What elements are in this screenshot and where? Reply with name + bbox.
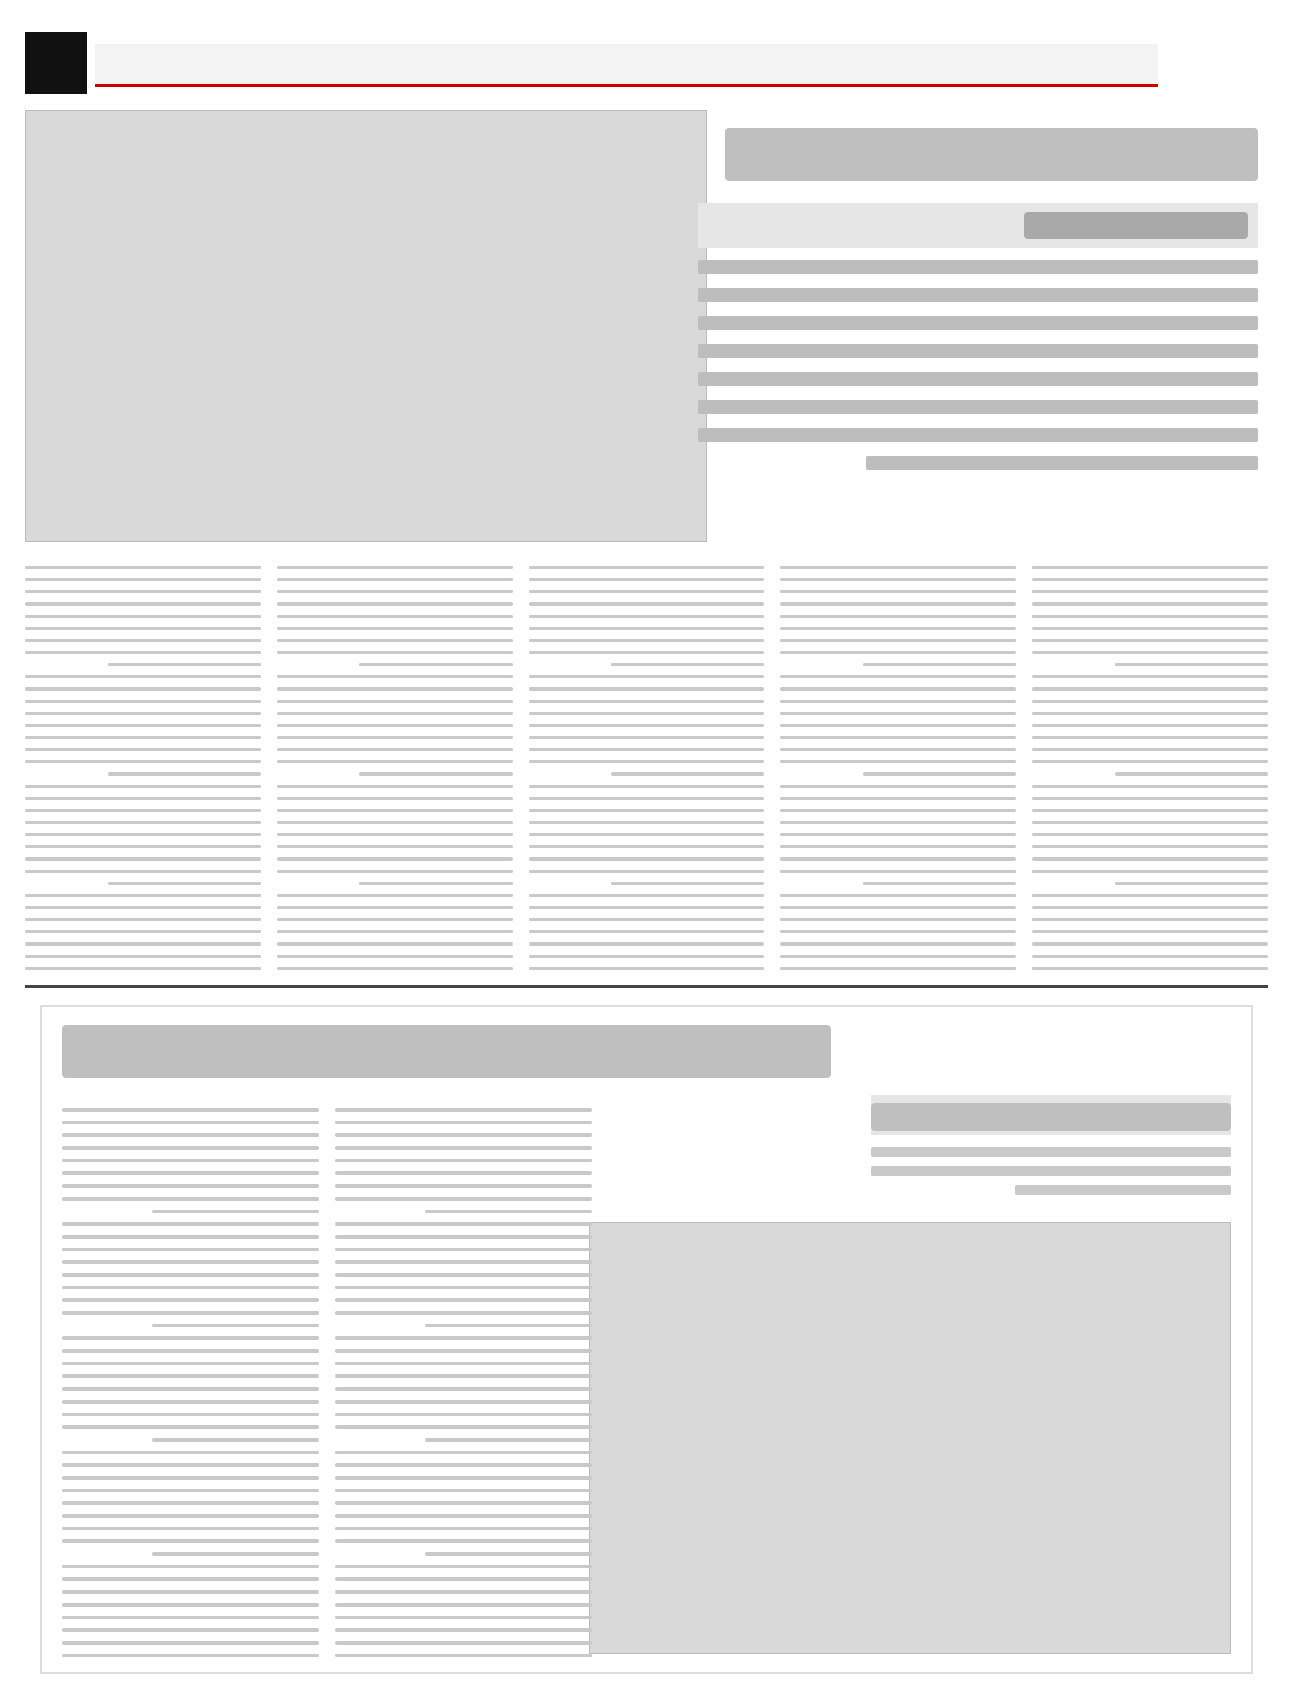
text-line-placeholder — [335, 1641, 592, 1645]
text-line-placeholder — [335, 1577, 592, 1581]
text-line-placeholder — [335, 1565, 592, 1569]
text-line-placeholder — [529, 785, 765, 788]
article-2-photo-placeholder — [589, 1222, 1231, 1654]
text-line-placeholder — [62, 1489, 319, 1493]
text-line-placeholder — [62, 1222, 319, 1226]
text-line-placeholder — [425, 1552, 592, 1556]
text-line-placeholder — [25, 821, 261, 824]
text-line-placeholder — [529, 736, 765, 739]
text-line-placeholder — [863, 882, 1016, 885]
text-line-placeholder — [277, 687, 513, 690]
text-line-placeholder — [25, 566, 261, 569]
text-line-placeholder — [780, 566, 1016, 569]
text-line-placeholder — [780, 870, 1016, 873]
text-line-placeholder — [25, 809, 261, 812]
text-line-placeholder — [611, 772, 764, 775]
text-line-placeholder — [62, 1641, 319, 1645]
text-line-placeholder — [62, 1146, 319, 1150]
article-1-body — [25, 560, 1268, 970]
text-line-placeholder — [277, 590, 513, 593]
text-line-placeholder — [62, 1413, 319, 1417]
text-line-placeholder — [62, 1349, 319, 1353]
text-line-placeholder — [62, 1476, 319, 1480]
text-line-placeholder — [62, 1298, 319, 1302]
text-line-placeholder — [277, 748, 513, 751]
article-1-column — [780, 560, 1016, 970]
text-line-placeholder — [25, 930, 261, 933]
text-line-placeholder — [25, 833, 261, 836]
text-line-placeholder — [1032, 967, 1268, 970]
text-line-placeholder — [335, 1286, 592, 1290]
text-line-placeholder — [529, 845, 765, 848]
text-line-placeholder — [335, 1133, 592, 1137]
text-line-placeholder — [62, 1387, 319, 1391]
text-line-placeholder — [529, 712, 765, 715]
text-line-placeholder — [1032, 700, 1268, 703]
text-line-placeholder — [277, 833, 513, 836]
page-number — [25, 32, 87, 94]
text-line-placeholder — [425, 1210, 592, 1214]
text-line-placeholder — [780, 651, 1016, 654]
text-line-placeholder — [1032, 675, 1268, 678]
text-line-placeholder — [335, 1501, 592, 1505]
text-line-placeholder — [780, 700, 1016, 703]
text-line-placeholder — [1032, 712, 1268, 715]
text-line-placeholder — [277, 578, 513, 581]
text-line-placeholder — [611, 882, 764, 885]
text-line-placeholder — [780, 675, 1016, 678]
article-2-headline — [62, 1017, 831, 1092]
text-line-placeholder — [335, 1108, 592, 1112]
article-2-body — [62, 1102, 592, 1657]
text-line-placeholder — [780, 590, 1016, 593]
text-line-placeholder — [335, 1374, 592, 1378]
text-line-placeholder — [277, 857, 513, 860]
text-line-placeholder — [780, 785, 1016, 788]
text-line-placeholder — [152, 1552, 319, 1556]
text-line-placeholder — [25, 906, 261, 909]
article-1-headline — [725, 120, 1258, 195]
text-line-placeholder — [62, 1539, 319, 1543]
text-line-placeholder — [25, 675, 261, 678]
article-1-column — [529, 560, 765, 970]
text-line-placeholder — [277, 797, 513, 800]
article-2-column — [62, 1102, 319, 1657]
text-line-placeholder — [277, 942, 513, 945]
text-line-placeholder — [1032, 785, 1268, 788]
text-line-placeholder — [1032, 748, 1268, 751]
text-line-placeholder — [335, 1628, 592, 1632]
text-line-placeholder — [335, 1387, 592, 1391]
text-line-placeholder — [1032, 955, 1268, 958]
text-line-placeholder — [863, 663, 1016, 666]
text-line-placeholder — [25, 955, 261, 958]
text-line-placeholder — [62, 1286, 319, 1290]
text-line-placeholder — [611, 663, 764, 666]
text-line-placeholder — [25, 967, 261, 970]
text-line-placeholder — [1115, 772, 1268, 775]
article-2-headline-text — [62, 1025, 831, 1078]
text-line-placeholder — [25, 724, 261, 727]
text-line-placeholder — [335, 1273, 592, 1277]
text-line-placeholder — [1032, 736, 1268, 739]
section-divider — [25, 985, 1268, 988]
text-line-placeholder — [529, 578, 765, 581]
text-line-placeholder — [780, 857, 1016, 860]
text-line-placeholder — [529, 967, 765, 970]
text-line-placeholder — [25, 627, 261, 630]
text-line-placeholder — [1032, 797, 1268, 800]
text-line-placeholder — [62, 1273, 319, 1277]
text-line-placeholder — [335, 1616, 592, 1620]
text-line-placeholder — [780, 627, 1016, 630]
text-line-placeholder — [529, 627, 765, 630]
newspaper-logo — [595, 34, 765, 92]
text-line-placeholder — [529, 615, 765, 618]
text-line-placeholder — [62, 1248, 319, 1252]
text-line-placeholder — [335, 1336, 592, 1340]
text-line-placeholder — [780, 942, 1016, 945]
text-line-placeholder — [1032, 857, 1268, 860]
article-1-photo-placeholder — [25, 110, 707, 542]
text-line-placeholder — [335, 1362, 592, 1366]
text-line-placeholder — [529, 687, 765, 690]
text-line-placeholder — [335, 1184, 592, 1188]
text-line-placeholder — [25, 918, 261, 921]
text-line-placeholder — [1032, 578, 1268, 581]
text-line-placeholder — [62, 1590, 319, 1594]
text-line-placeholder — [62, 1400, 319, 1404]
text-line-placeholder — [780, 760, 1016, 763]
article-1 — [25, 110, 1268, 975]
text-line-placeholder — [780, 809, 1016, 812]
text-line-placeholder — [780, 748, 1016, 751]
text-line-placeholder — [277, 639, 513, 642]
text-line-placeholder — [1032, 906, 1268, 909]
text-line-placeholder — [25, 687, 261, 690]
article-1-headline-text — [725, 128, 1258, 181]
text-line-placeholder — [335, 1159, 592, 1163]
text-line-placeholder — [529, 748, 765, 751]
article-1-byline — [698, 203, 1258, 248]
text-line-placeholder — [335, 1349, 592, 1353]
text-line-placeholder — [62, 1628, 319, 1632]
text-line-placeholder — [359, 663, 512, 666]
text-line-placeholder — [25, 748, 261, 751]
text-line-placeholder — [529, 955, 765, 958]
text-line-placeholder — [62, 1463, 319, 1467]
text-line-placeholder — [152, 1324, 319, 1328]
text-line-placeholder — [335, 1476, 592, 1480]
text-line-placeholder — [529, 651, 765, 654]
text-line-placeholder — [277, 700, 513, 703]
text-line-placeholder — [529, 760, 765, 763]
text-line-placeholder — [62, 1197, 319, 1201]
text-line-placeholder — [529, 797, 765, 800]
text-line-placeholder — [62, 1159, 319, 1163]
text-line-placeholder — [780, 894, 1016, 897]
text-line-placeholder — [277, 894, 513, 897]
text-line-placeholder — [529, 906, 765, 909]
article-2-byline — [871, 1095, 1231, 1135]
text-line-placeholder — [335, 1451, 592, 1455]
text-line-placeholder — [62, 1184, 319, 1188]
text-line-placeholder — [277, 821, 513, 824]
article-1-column — [1032, 560, 1268, 970]
text-line-placeholder — [277, 566, 513, 569]
text-line-placeholder — [62, 1133, 319, 1137]
text-line-placeholder — [335, 1260, 592, 1264]
text-line-placeholder — [62, 1501, 319, 1505]
text-line-placeholder — [1032, 930, 1268, 933]
text-line-placeholder — [529, 809, 765, 812]
text-line-placeholder — [529, 602, 765, 605]
text-line-placeholder — [1032, 894, 1268, 897]
text-line-placeholder — [863, 772, 1016, 775]
text-line-placeholder — [529, 639, 765, 642]
text-line-placeholder — [25, 736, 261, 739]
text-line-placeholder — [62, 1108, 319, 1112]
text-line-placeholder — [335, 1222, 592, 1226]
text-line-placeholder — [529, 700, 765, 703]
text-line-placeholder — [780, 821, 1016, 824]
text-line-placeholder — [335, 1590, 592, 1594]
text-line-placeholder — [529, 870, 765, 873]
article-1-column — [25, 560, 261, 970]
text-line-placeholder — [780, 578, 1016, 581]
text-line-placeholder — [62, 1654, 319, 1658]
text-line-placeholder — [62, 1527, 319, 1531]
text-line-placeholder — [62, 1577, 319, 1581]
text-line-placeholder — [1032, 627, 1268, 630]
text-line-placeholder — [529, 833, 765, 836]
section-label — [1168, 42, 1268, 86]
text-line-placeholder — [1032, 809, 1268, 812]
text-line-placeholder — [62, 1235, 319, 1239]
text-line-placeholder — [25, 894, 261, 897]
text-line-placeholder — [780, 639, 1016, 642]
text-line-placeholder — [780, 906, 1016, 909]
text-line-placeholder — [335, 1121, 592, 1125]
text-line-placeholder — [425, 1324, 592, 1328]
text-line-placeholder — [1032, 566, 1268, 569]
text-line-placeholder — [62, 1260, 319, 1264]
text-line-placeholder — [335, 1463, 592, 1467]
text-line-placeholder — [25, 651, 261, 654]
text-line-placeholder — [25, 857, 261, 860]
text-line-placeholder — [152, 1210, 319, 1214]
article-2-intro — [871, 1147, 1231, 1212]
text-line-placeholder — [277, 724, 513, 727]
text-line-placeholder — [277, 955, 513, 958]
article-1-lead — [698, 260, 1258, 545]
text-line-placeholder — [529, 821, 765, 824]
text-line-placeholder — [335, 1539, 592, 1543]
text-line-placeholder — [1115, 663, 1268, 666]
article-2-column — [335, 1102, 592, 1657]
text-line-placeholder — [62, 1451, 319, 1455]
text-line-placeholder — [335, 1146, 592, 1150]
text-line-placeholder — [780, 687, 1016, 690]
text-line-placeholder — [108, 663, 261, 666]
text-line-placeholder — [277, 785, 513, 788]
text-line-placeholder — [780, 918, 1016, 921]
text-line-placeholder — [780, 833, 1016, 836]
text-line-placeholder — [1032, 870, 1268, 873]
text-line-placeholder — [529, 894, 765, 897]
text-line-placeholder — [1032, 651, 1268, 654]
text-line-placeholder — [335, 1171, 592, 1175]
text-line-placeholder — [277, 712, 513, 715]
text-line-placeholder — [108, 882, 261, 885]
text-line-placeholder — [1032, 942, 1268, 945]
text-line-placeholder — [1032, 845, 1268, 848]
masthead — [25, 32, 1268, 94]
text-line-placeholder — [277, 602, 513, 605]
text-line-placeholder — [1032, 821, 1268, 824]
text-line-placeholder — [108, 772, 261, 775]
text-line-placeholder — [25, 785, 261, 788]
text-line-placeholder — [780, 724, 1016, 727]
text-line-placeholder — [529, 930, 765, 933]
text-line-placeholder — [335, 1654, 592, 1658]
text-line-placeholder — [529, 942, 765, 945]
text-line-placeholder — [359, 882, 512, 885]
text-line-placeholder — [780, 615, 1016, 618]
text-line-placeholder — [529, 857, 765, 860]
text-line-placeholder — [529, 724, 765, 727]
text-line-placeholder — [62, 1425, 319, 1429]
text-line-placeholder — [277, 845, 513, 848]
text-line-placeholder — [335, 1603, 592, 1607]
text-line-placeholder — [780, 712, 1016, 715]
text-line-placeholder — [780, 967, 1016, 970]
text-line-placeholder — [1032, 833, 1268, 836]
text-line-placeholder — [335, 1298, 592, 1302]
text-line-placeholder — [1032, 687, 1268, 690]
text-line-placeholder — [1032, 918, 1268, 921]
text-line-placeholder — [277, 918, 513, 921]
text-line-placeholder — [25, 797, 261, 800]
text-line-placeholder — [277, 675, 513, 678]
text-line-placeholder — [335, 1489, 592, 1493]
text-line-placeholder — [62, 1336, 319, 1340]
text-line-placeholder — [425, 1438, 592, 1442]
text-line-placeholder — [25, 712, 261, 715]
text-line-placeholder — [277, 809, 513, 812]
text-line-placeholder — [780, 736, 1016, 739]
text-line-placeholder — [780, 955, 1016, 958]
text-line-placeholder — [62, 1616, 319, 1620]
text-line-placeholder — [1032, 760, 1268, 763]
text-line-placeholder — [529, 918, 765, 921]
text-line-placeholder — [277, 736, 513, 739]
text-line-placeholder — [1032, 724, 1268, 727]
text-line-placeholder — [1115, 882, 1268, 885]
text-line-placeholder — [62, 1362, 319, 1366]
text-line-placeholder — [25, 602, 261, 605]
text-line-placeholder — [780, 602, 1016, 605]
text-line-placeholder — [62, 1311, 319, 1315]
text-line-placeholder — [780, 930, 1016, 933]
text-line-placeholder — [25, 639, 261, 642]
text-line-placeholder — [335, 1425, 592, 1429]
text-line-placeholder — [1032, 602, 1268, 605]
text-line-placeholder — [62, 1514, 319, 1518]
text-line-placeholder — [335, 1248, 592, 1252]
text-line-placeholder — [1032, 615, 1268, 618]
text-line-placeholder — [277, 615, 513, 618]
article-1-byline-text — [1024, 212, 1248, 239]
text-line-placeholder — [62, 1171, 319, 1175]
text-line-placeholder — [277, 651, 513, 654]
text-line-placeholder — [25, 845, 261, 848]
text-line-placeholder — [25, 870, 261, 873]
text-line-placeholder — [335, 1235, 592, 1239]
article-1-column — [277, 560, 513, 970]
text-line-placeholder — [529, 566, 765, 569]
text-line-placeholder — [780, 797, 1016, 800]
text-line-placeholder — [62, 1374, 319, 1378]
text-line-placeholder — [62, 1603, 319, 1607]
text-line-placeholder — [780, 845, 1016, 848]
text-line-placeholder — [277, 870, 513, 873]
text-line-placeholder — [1032, 590, 1268, 593]
article-2-byline-text — [871, 1103, 1231, 1131]
text-line-placeholder — [335, 1413, 592, 1417]
text-line-placeholder — [25, 590, 261, 593]
text-line-placeholder — [152, 1438, 319, 1442]
text-line-placeholder — [62, 1565, 319, 1569]
text-line-placeholder — [25, 942, 261, 945]
text-line-placeholder — [335, 1197, 592, 1201]
text-line-placeholder — [277, 967, 513, 970]
text-line-placeholder — [277, 906, 513, 909]
text-line-placeholder — [335, 1527, 592, 1531]
article-2 — [40, 1005, 1253, 1674]
text-line-placeholder — [25, 760, 261, 763]
text-line-placeholder — [25, 615, 261, 618]
text-line-placeholder — [277, 760, 513, 763]
text-line-placeholder — [529, 590, 765, 593]
text-line-placeholder — [359, 772, 512, 775]
text-line-placeholder — [277, 930, 513, 933]
text-line-placeholder — [335, 1514, 592, 1518]
text-line-placeholder — [335, 1311, 592, 1315]
text-line-placeholder — [335, 1400, 592, 1404]
text-line-placeholder — [529, 675, 765, 678]
text-line-placeholder — [1032, 639, 1268, 642]
text-line-placeholder — [25, 700, 261, 703]
text-line-placeholder — [62, 1121, 319, 1125]
text-line-placeholder — [277, 627, 513, 630]
text-line-placeholder — [25, 578, 261, 581]
